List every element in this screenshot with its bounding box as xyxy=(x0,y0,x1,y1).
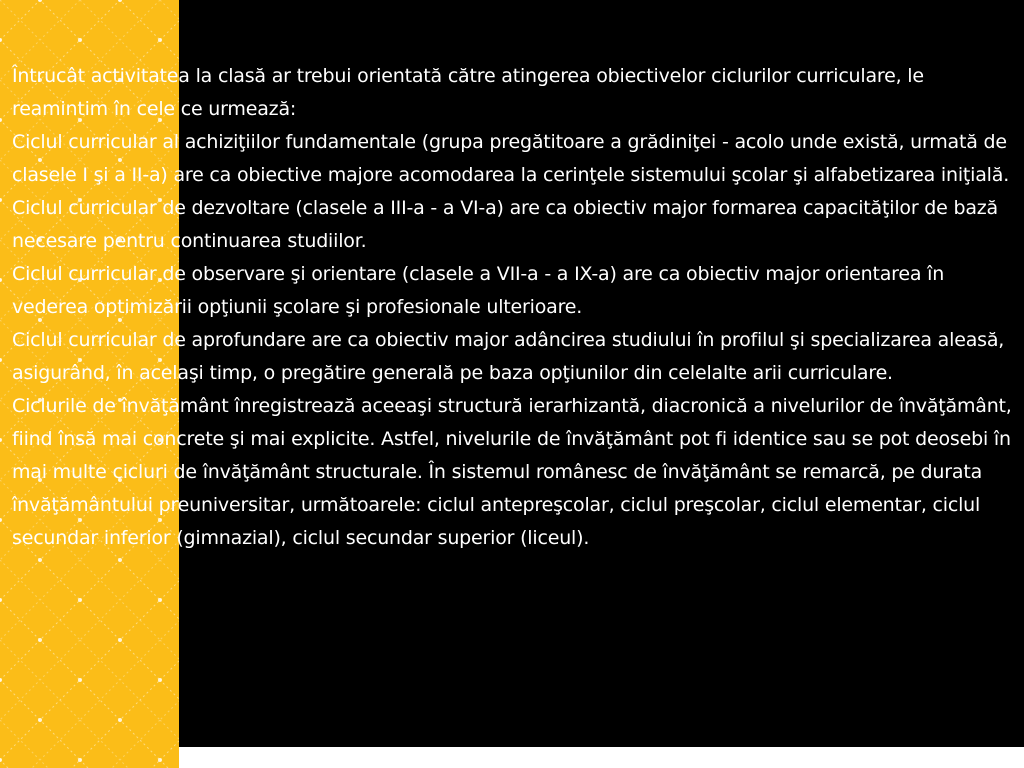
paragraph-development-cycle: Ciclul curricular de dezvoltare (clasele a III-a - a VI-a) are ca obiectiv major formarea capacităţilor de bază necesare pentru continuarea studiilor. xyxy=(12,197,998,252)
paragraph-education-cycles: Ciclurile de învăţământ înregistrează aceeaşi structură ierarhizantă, diacronică a nivelurilor de învăţământ, fiind însă mai concrete şi mai explicite. Astfel, nivelurile de învăţământ pot fi identice sau se pot deosebi în mai multe cicluri de învăţământ structurale. În sistemul românesc de învăţământ se remarcă, pe durata învăţământului preuniversitar, următoarele: ciclul antepreşcolar, ciclul preşcolar, ciclul elementar, ciclul secundar inferior (gimnazial), ciclul secundar superior (liceul). xyxy=(12,395,1012,549)
paragraph-deepening-cycle: Ciclul curricular de aprofundare are ca obiectiv major adâncirea studiului în profilul şi specializarea aleasă, asigurând, în acelaşi timp, o pregătire generală pe baza opţiunilor din celelalte arii curriculare. xyxy=(12,329,1005,384)
paragraph-fundamental-cycle: Ciclul curricular al achiziţiilor fundamentale (grupa pregătitoare a grădiniţei - acolo unde există, urmată de clasele I şi a II-a) are ca obiective majore acomodarea la cerinţele sistemului şcolar şi alfabetizarea iniţială. xyxy=(12,131,1010,186)
paragraph-intro: Întrucât activitatea la clasă ar trebui orientată către atingerea obiectivelor ciclurilor curriculare, le reamintim în cele ce urmează: xyxy=(12,65,924,120)
body-text xyxy=(12,60,1012,555)
paragraph-observation-cycle: Ciclul curricular de observare şi orientare (clasele a VII-a - a IX-a) are ca obiectiv major orientarea în vederea optimizării opţiunii şcolare şi profesionale ulterioare. xyxy=(12,263,945,318)
